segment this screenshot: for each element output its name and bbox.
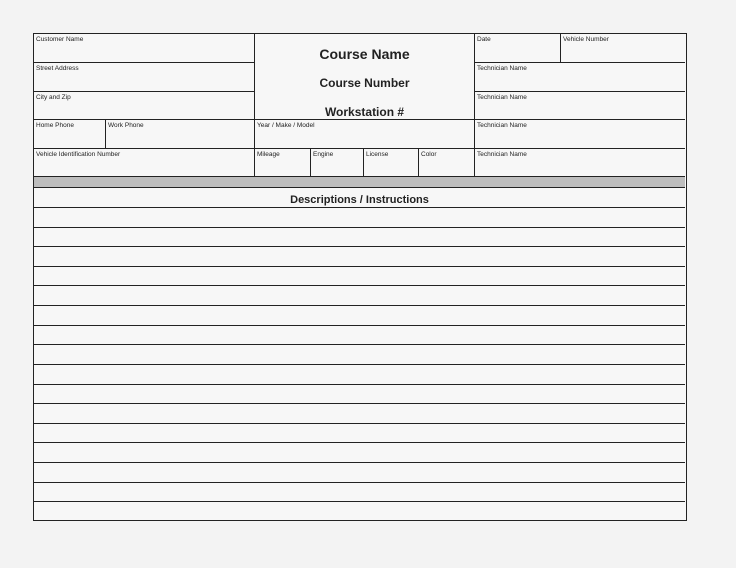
ruled-line bbox=[34, 285, 685, 286]
descriptions-title: Descriptions / Instructions bbox=[290, 194, 429, 206]
engine-label: Engine bbox=[313, 151, 334, 158]
color-field[interactable] bbox=[419, 149, 475, 177]
ruled-line bbox=[34, 462, 685, 463]
vehicle-number-field[interactable] bbox=[561, 34, 685, 63]
technician-name-label: Technician Name bbox=[477, 151, 527, 158]
date-label: Date bbox=[477, 36, 491, 43]
customer-name-label: Customer Name bbox=[36, 36, 84, 43]
ruled-line bbox=[34, 384, 685, 385]
course-name: Course Name bbox=[319, 46, 410, 62]
engine-field[interactable] bbox=[311, 149, 364, 177]
home-phone-label: Home Phone bbox=[36, 122, 74, 129]
section-divider-band bbox=[34, 177, 685, 188]
ruled-line bbox=[34, 403, 685, 404]
ruled-line bbox=[34, 266, 685, 267]
street-address-label: Street Address bbox=[36, 65, 79, 72]
ruled-line bbox=[34, 246, 685, 247]
ruled-line bbox=[34, 501, 685, 502]
work-phone-label: Work Phone bbox=[108, 122, 144, 129]
ruled-line bbox=[34, 227, 685, 228]
license-label: License bbox=[366, 151, 389, 158]
year-make-model-field[interactable] bbox=[255, 120, 475, 149]
city-zip-field[interactable] bbox=[34, 92, 255, 120]
ruled-line bbox=[34, 482, 685, 483]
mileage-label: Mileage bbox=[257, 151, 280, 158]
vin-label: Vehicle Identification Number bbox=[36, 151, 121, 158]
street-address-field[interactable] bbox=[34, 63, 255, 92]
repair-order-form bbox=[33, 33, 687, 521]
ruled-line bbox=[34, 305, 685, 306]
city-zip-label: City and Zip bbox=[36, 94, 71, 101]
technician-name-label: Technician Name bbox=[477, 94, 527, 101]
technician-name-field-1[interactable] bbox=[475, 63, 685, 92]
color-label: Color bbox=[421, 151, 437, 158]
work-phone-field[interactable] bbox=[106, 120, 255, 149]
ruled-line bbox=[34, 423, 685, 424]
ruled-line bbox=[34, 344, 685, 345]
technician-name-label: Technician Name bbox=[477, 65, 527, 72]
mileage-field[interactable] bbox=[255, 149, 311, 177]
home-phone-field[interactable] bbox=[34, 120, 106, 149]
ruled-line bbox=[34, 325, 685, 326]
vin-field[interactable] bbox=[34, 149, 255, 177]
license-field[interactable] bbox=[364, 149, 419, 177]
ruled-line bbox=[34, 442, 685, 443]
course-number: Course Number bbox=[319, 76, 410, 90]
technician-name-field-4[interactable] bbox=[475, 149, 685, 177]
workstation-number: Workstation # bbox=[324, 105, 405, 119]
technician-name-field-3[interactable] bbox=[475, 120, 685, 149]
year-make-model-label: Year / Make / Model bbox=[257, 122, 315, 129]
technician-name-field-2[interactable] bbox=[475, 92, 685, 120]
course-info-block bbox=[255, 34, 475, 120]
technician-name-label: Technician Name bbox=[477, 122, 527, 129]
date-field[interactable] bbox=[475, 34, 561, 63]
ruled-line bbox=[34, 364, 685, 365]
vehicle-number-label: Vehicle Number bbox=[563, 36, 609, 43]
customer-name-field[interactable] bbox=[34, 34, 255, 63]
ruled-line bbox=[34, 207, 685, 208]
